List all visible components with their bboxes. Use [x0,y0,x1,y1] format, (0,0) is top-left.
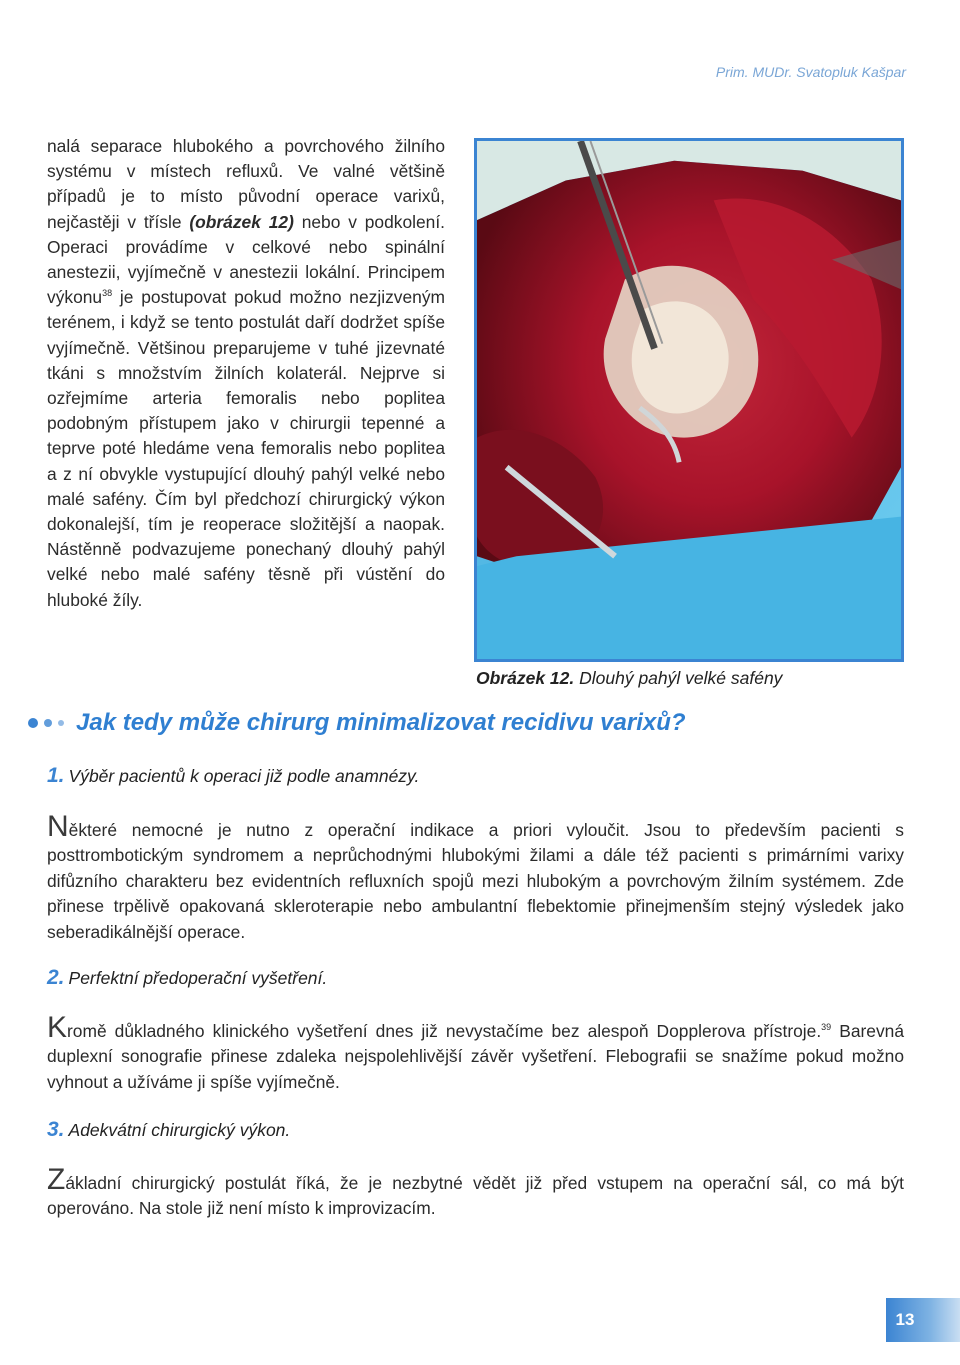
list-item-1 [47,764,419,788]
item-number: 3. [47,1118,65,1141]
caption-text: Dlouhý pahýl velké safény [574,668,783,688]
paragraph-text: Barevná duplexní sonografie přinese zdaleka nejspolehlivější závěr vyšetření. Flebografii se snažíme pokud možno vyhnout a užíváme ji spíše vyjímečně. [47,1021,904,1092]
page-number-tab [886,1298,960,1342]
list-item-3 [47,1118,290,1142]
citation-ref: 39 [821,1022,832,1032]
paragraph-text: romě důkladného klinického vyšetření dnes již nevystačíme bez alespoň Dopplerova přístroje. [67,1021,822,1041]
surgical-photo-illustration [477,141,901,659]
drop-cap: N [47,810,69,843]
left-column-text [47,134,445,613]
running-header-author: Prim. MUDr. Svatopluk Kašpar [715,64,906,80]
caption-label: Obrázek 12. [476,668,575,688]
drop-cap: K [47,1011,68,1044]
text-part: nalá separace hlubokého a povrchového žilního systému v místech refluxů. Ve valné většině případů je to místo původní operace varixů, nejčastěji v třísle [47,136,445,232]
bullet-dots-icon [28,718,64,728]
paragraph-text: ákladní chirurgický postulát říká, že je nezbytné vědět již před vstupem na operační sál, co má být operováno. Na stole již není místo k improvizacím. [47,1173,904,1219]
section-heading-text: Jak tedy může chirurg minimalizovat recidivu varixů? [76,709,686,736]
item-number: 2. [47,966,65,989]
list-item-2 [47,966,327,990]
drop-cap: Z [47,1163,66,1196]
item-title: Výběr pacientů k operaci již podle anamnézy. [68,766,420,786]
surgical-photo [474,138,904,662]
figure-caption [476,668,782,689]
paragraph-2 [47,1011,904,1095]
text-part: je postupovat pokud možno nezjizveným terénem, i když se tento postulát daří dodržet spíše vyjímečně. Většinou preparujeme v tuhé jizevnaté tkáni s množstvím žilních kolaterál. Nejprve si ozřejmíme arteria femoralis nebo poplitea podobným přístupem jako v chirurgii tepenné a teprve poté hledáme vena femoralis nebo poplitea a z ní obvykle vystupující dlouhý pahýl velké nebo malé safény. Čím byl předchozí chirurgický výkon dokonalejší, tím je reoperace složitější a naopak. Nástěnně podvazujeme ponechaný dlouhý pahýl velké nebo malé safény těsně při vústění do hluboké žíly. [47,287,445,610]
paragraph-3 [47,1163,904,1222]
text-part: nebo v podkolení. Operaci provádíme v celkové nebo spinální anestezii, vyjímečně v anestezii lokální. Principem výkonu [47,211,445,308]
item-title: Adekvátní chirurgický výkon. [68,1120,291,1140]
section-heading [28,709,686,737]
item-title: Perfektní předoperační vyšetření. [68,968,328,988]
page-number: 13 [895,1310,915,1329]
figure-reference: (obrázek 12) [189,211,294,232]
citation-ref: 38 [102,288,113,299]
paragraph-1 [47,810,904,945]
item-number: 1. [47,764,65,787]
paragraph-text: ěkteré nemocné je nutno z operační indikace a priori vyloučit. Jsou to především pacienti s posttrombotickým syndromem a neprůchodnými hlubokými žilami a dále též pacienti s primárními varixy difůzního charakteru bez evidentních refluxních spojů mezi hlubokým a povrchovým žilním systémem. Zde přinese trpělivě opakovaná skleroterapie nebo ambulantní flebektomie přinejmenším stejný výsledek jako seberadikálnější operace. [47,820,904,942]
